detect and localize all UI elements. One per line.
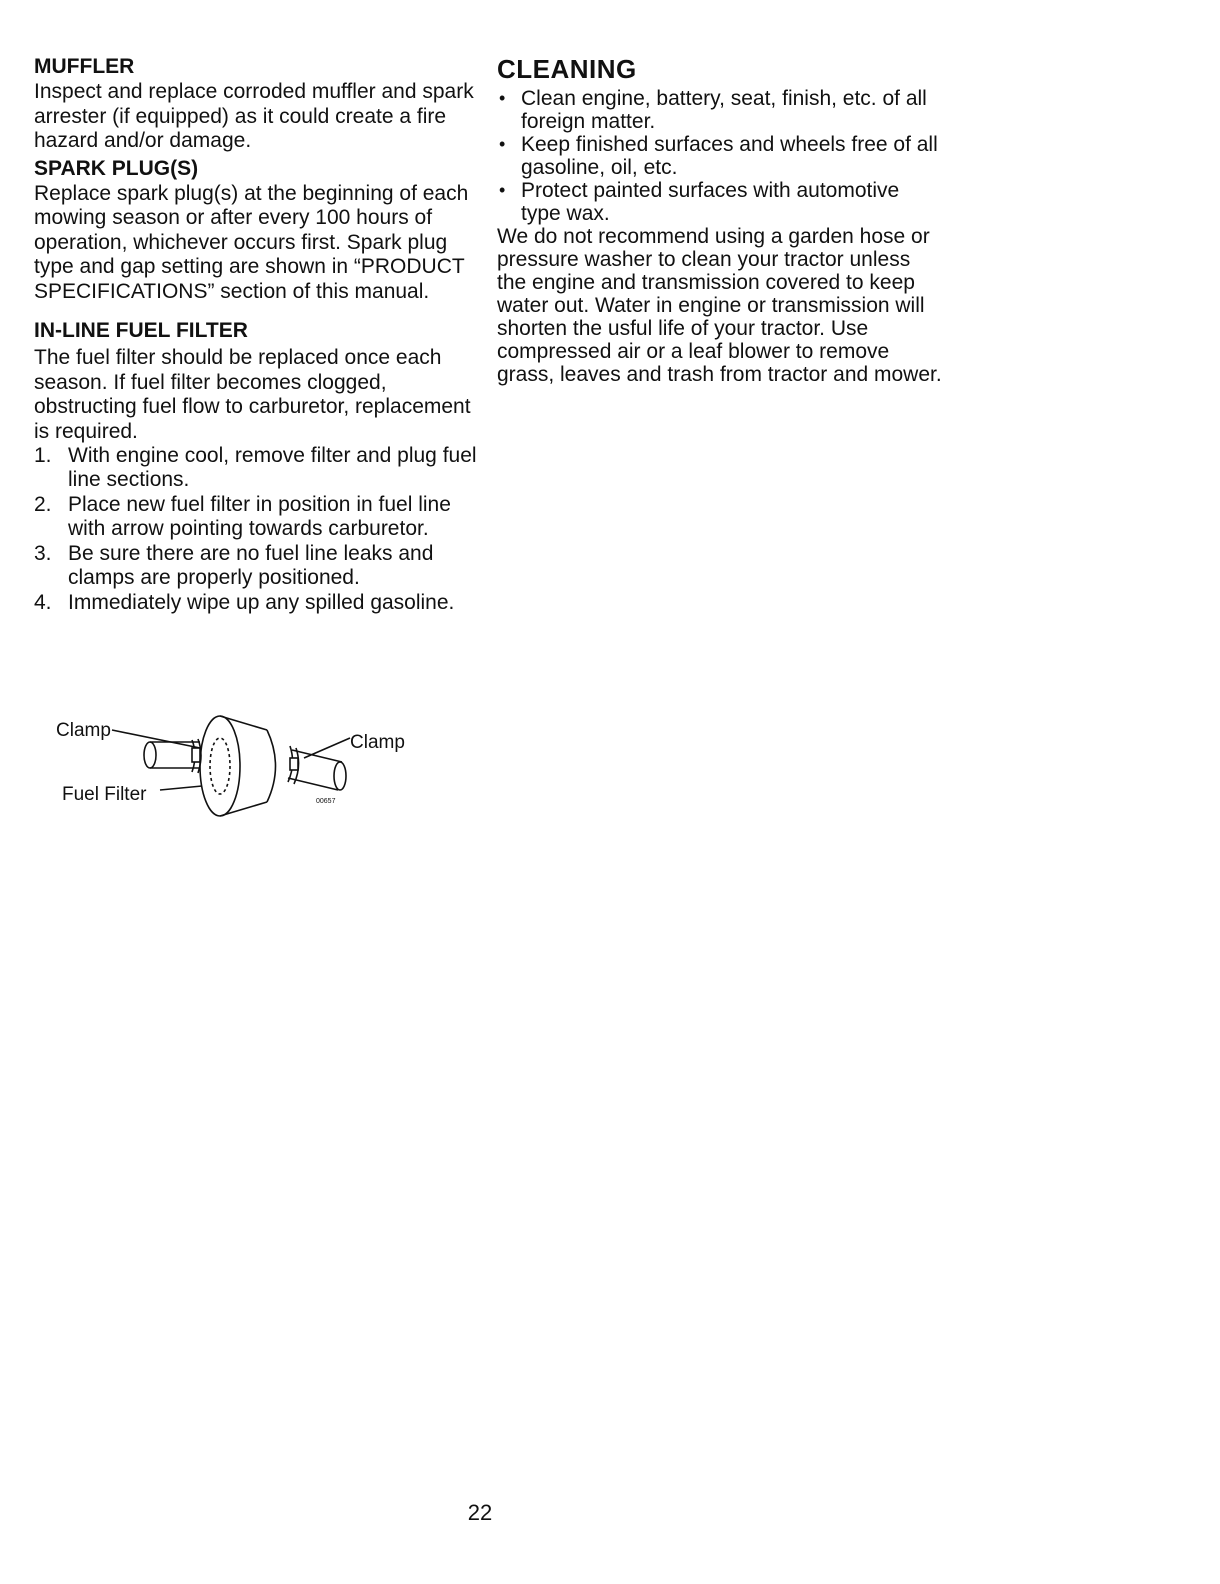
left-column: [34, 54, 479, 616]
step-item: 4. Immediately wipe up any spilled gasoline.: [34, 591, 455, 614]
step-item: 1. With engine cool, remove filter and plug fuel line sections.: [34, 444, 477, 491]
muffler-text: Inspect and replace corroded muffler and spark arrester (if equipped) as it could create a fire hazard and/or damage.: [34, 80, 474, 152]
cleaning-heading: CLEANING: [497, 54, 637, 84]
spark-plugs-heading: SPARK PLUG(S): [34, 156, 199, 180]
step-item: 3. Be sure there are no fuel line leaks and clamps are properly positioned.: [34, 542, 434, 589]
fuel-filter-heading: IN-LINE FUEL FILTER: [34, 319, 248, 342]
bullet-item: • Protect painted surfaces with automotive type wax.: [497, 179, 942, 225]
cleaning-text: We do not recommend using a garden hose or pressure washer to clean your tractor unless the engine and transmission covered to keep water out. Water in engine or transmission will shorten the usful life of your tractor. Use compressed air or a leaf blower to remove grass, leaves and trash from tractor and mower.: [497, 225, 942, 386]
bullet-item: • Keep finished surfaces and wheels free of all gasoline, oil, etc.: [497, 133, 942, 179]
muffler-heading: MUFFLER: [34, 55, 135, 78]
cleaning-bullets: [497, 87, 942, 225]
bullet-item: • Clean engine, battery, seat, finish, etc. of all foreign matter.: [497, 87, 942, 133]
clamp-label-left: Clamp: [56, 720, 111, 741]
step-item: 2. Place new fuel filter in position in fuel line with arrow pointing towards carburetor.: [34, 493, 451, 540]
page-number: 22: [467, 1500, 493, 1525]
fuel-filter-steps: [34, 444, 479, 615]
spark-plugs-text: Replace spark plug(s) at the beginning of each mowing season or after every 100 hours of operation, whichever occurs first. Spark plug type and gap setting are shown in “PRODUCT SPECIFICATIONS” section of this manual.: [34, 181, 469, 303]
fuel-filter-label: Fuel Filter: [62, 784, 147, 805]
right-column: [497, 54, 942, 386]
clamp-label-right: Clamp: [350, 732, 405, 753]
fuel-filter-diagram: [52, 712, 422, 822]
fuel-filter-text: The fuel filter should be replaced once each season. If fuel filter becomes clogged, obstructing fuel flow to carburetor, replacement is required.: [34, 346, 471, 443]
figure-code: 00657: [316, 798, 336, 805]
